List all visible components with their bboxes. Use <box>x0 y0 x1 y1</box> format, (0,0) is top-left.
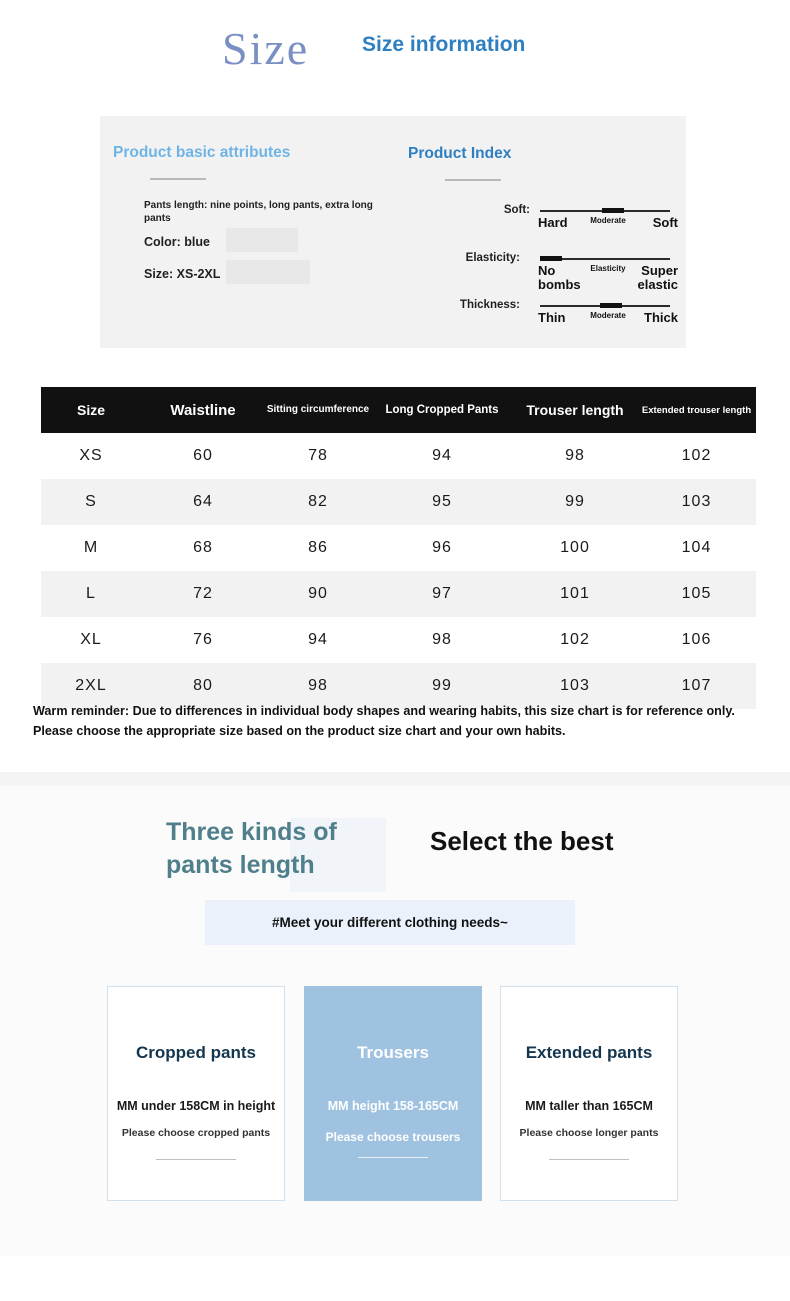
cell-trouser: 98 <box>513 433 637 479</box>
index-thickness-right: Thick <box>644 310 678 325</box>
cell-cropped: 97 <box>371 571 513 617</box>
section-divider-band <box>0 772 790 786</box>
card-title: Trousers <box>357 1043 429 1062</box>
index-elasticity-right: Super elastic <box>637 263 678 292</box>
card-title: Extended pants <box>525 1043 653 1062</box>
index-scale-thickness <box>538 311 678 325</box>
cell-waistline: 76 <box>141 617 265 663</box>
cell-waistline: 64 <box>141 479 265 525</box>
table-row <box>41 479 756 525</box>
table-row <box>41 617 756 663</box>
card-height-range: MM height 158-165CM <box>327 1099 459 1113</box>
index-marker-soft <box>602 208 624 213</box>
cell-sitting: 98 <box>265 663 371 709</box>
cell-extended: 106 <box>637 617 756 663</box>
header-trouser-length: Trouser length <box>513 387 637 433</box>
cell-waistline: 80 <box>141 663 265 709</box>
cell-trouser: 102 <box>513 617 637 663</box>
cell-waistline: 68 <box>141 525 265 571</box>
attributes-title: Product basic attributes <box>113 144 291 161</box>
page-subtitle: Size information <box>362 33 526 56</box>
size-table <box>41 387 756 709</box>
index-soft-mid: Moderate <box>590 216 626 225</box>
index-soft-left: Hard <box>538 215 568 230</box>
attribute-color: Color: blue <box>144 235 210 249</box>
table-row <box>41 433 756 479</box>
index-marker-thickness <box>600 303 622 308</box>
cell-extended: 105 <box>637 571 756 617</box>
size-table-head <box>41 387 756 433</box>
cell-size: S <box>41 479 141 525</box>
cell-cropped: 94 <box>371 433 513 479</box>
card-recommendation: Please choose trousers <box>325 1130 461 1144</box>
cell-waistline: 60 <box>141 433 265 479</box>
attributes-divider <box>150 178 206 180</box>
header-extended-trouser-length: Extended trouser length <box>637 387 756 433</box>
index-marker-elasticity <box>540 256 562 261</box>
product-attributes-panel <box>100 116 686 348</box>
table-row <box>41 525 756 571</box>
index-label-thickness: Thickness: <box>459 299 520 311</box>
card-recommendation: Please choose longer pants <box>519 1127 659 1139</box>
cell-cropped: 95 <box>371 479 513 525</box>
card-underline <box>358 1157 428 1158</box>
cell-cropped: 96 <box>371 525 513 571</box>
cell-sitting: 90 <box>265 571 371 617</box>
index-label-soft: Soft: <box>503 204 530 216</box>
cell-extended: 102 <box>637 433 756 479</box>
index-soft-right: Soft <box>652 215 678 230</box>
cell-cropped: 98 <box>371 617 513 663</box>
attribute-highlight-block-1 <box>226 228 298 252</box>
card-underline <box>156 1159 236 1160</box>
cell-trouser: 99 <box>513 479 637 525</box>
cell-size: M <box>41 525 141 571</box>
index-scale-soft <box>538 216 678 230</box>
page-header <box>0 0 790 100</box>
cell-extended: 103 <box>637 479 756 525</box>
cell-size: XL <box>41 617 141 663</box>
card-extended-pants[interactable] <box>500 986 678 1201</box>
cell-waistline: 72 <box>141 571 265 617</box>
page-title: Size <box>222 23 310 74</box>
section-subtitle: Select the best <box>430 826 614 856</box>
card-height-range: MM taller than 165CM <box>525 1099 653 1113</box>
cell-sitting: 82 <box>265 479 371 525</box>
size-table-wrapper <box>41 387 752 709</box>
attribute-size: Size: XS-2XL <box>144 267 221 281</box>
header-long-cropped-pants: Long Cropped Pants <box>371 387 513 433</box>
header-size: Size <box>41 387 141 433</box>
cell-trouser: 103 <box>513 663 637 709</box>
section-title: Three kinds of pants length <box>166 818 337 879</box>
card-cropped-pants[interactable] <box>107 986 285 1201</box>
cell-extended: 107 <box>637 663 756 709</box>
index-elasticity-mid: Elasticity <box>590 264 626 273</box>
cell-size: XS <box>41 433 141 479</box>
card-title: Cropped pants <box>136 1043 256 1062</box>
index-scale-elasticity <box>538 264 678 291</box>
size-chart-warning: Warm reminder: Due to differences in individual body shapes and wearing habits, this size chart is for reference only. Please choose the appropriate size based on the product size chart and your own habits. <box>33 704 735 738</box>
header-waistline: Waistline <box>141 387 265 433</box>
cell-size: L <box>41 571 141 617</box>
section-tagline-pill: #Meet your different clothing needs~ <box>205 900 575 945</box>
index-thickness-mid: Moderate <box>590 311 626 320</box>
cell-sitting: 78 <box>265 433 371 479</box>
attribute-highlight-block-2 <box>226 260 310 284</box>
cell-cropped: 99 <box>371 663 513 709</box>
card-recommendation: Please choose cropped pants <box>121 1127 271 1139</box>
size-table-body <box>41 433 756 709</box>
cell-trouser: 100 <box>513 525 637 571</box>
card-trousers[interactable] <box>304 986 482 1201</box>
product-index-divider <box>445 179 501 181</box>
cell-extended: 104 <box>637 525 756 571</box>
table-row <box>41 571 756 617</box>
card-height-range: MM under 158CM in height <box>116 1099 276 1113</box>
index-elasticity-left: No bombs <box>538 263 581 292</box>
index-label-elasticity: Elasticity: <box>465 252 520 264</box>
cell-sitting: 94 <box>265 617 371 663</box>
cell-sitting: 86 <box>265 525 371 571</box>
cell-trouser: 101 <box>513 571 637 617</box>
product-index-title: Product Index <box>408 145 512 162</box>
card-underline <box>549 1159 629 1160</box>
table-header-row <box>41 387 756 433</box>
cell-size: 2XL <box>41 663 141 709</box>
index-thickness-left: Thin <box>538 310 566 325</box>
pants-length-section <box>0 786 790 1256</box>
attribute-pants-length: Pants length: nine points, long pants, extra long pants <box>144 200 373 224</box>
header-sitting-circumference: Sitting circumference <box>265 387 371 433</box>
pants-length-cards <box>0 986 790 1206</box>
